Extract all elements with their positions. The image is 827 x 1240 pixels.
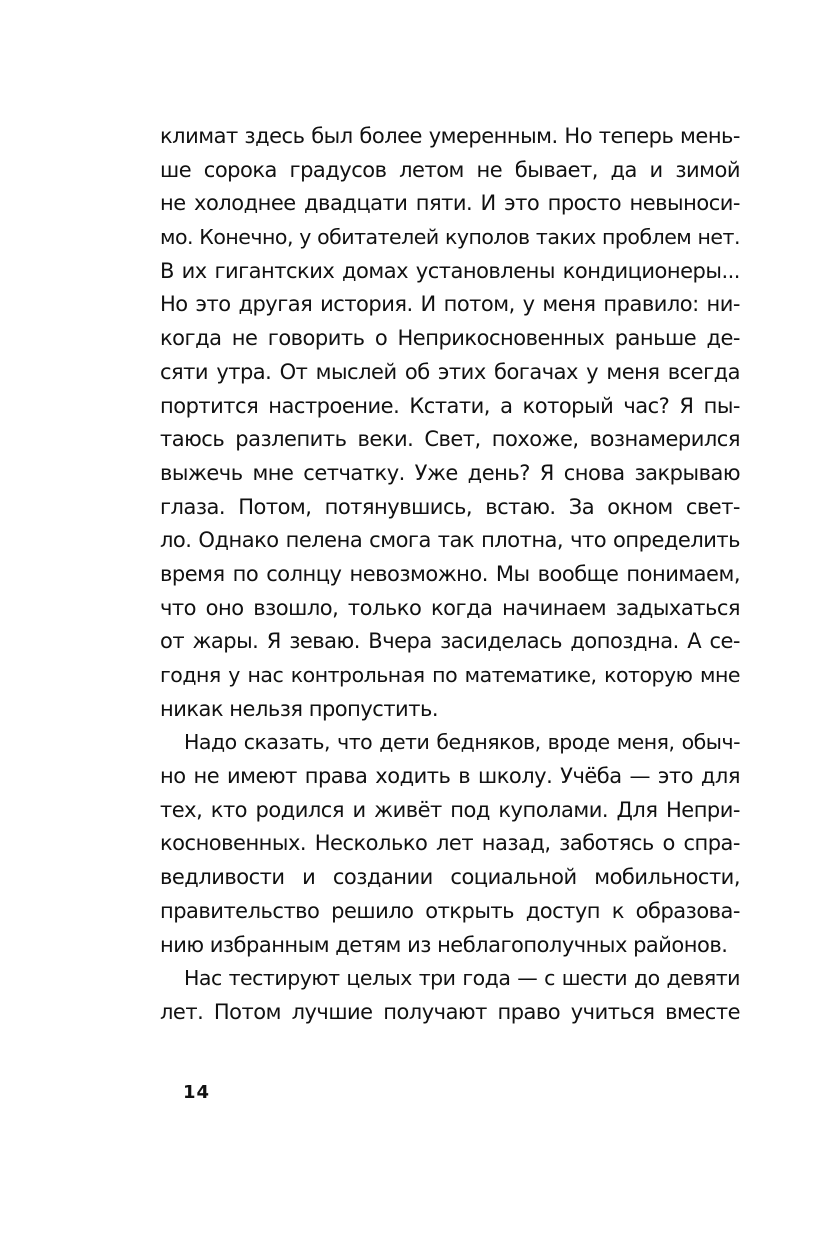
text-line: время по солнцу невозможно. Мы вообще понимаем, — [160, 561, 740, 586]
text-line: что оно взошло, только когда начинаем задыхаться — [160, 595, 740, 620]
text-line: от жары. Я зеваю. Вчера засиделась допоздна. А се- — [160, 629, 740, 654]
text-line: климат здесь был более умеренным. Но теперь мень- — [160, 124, 740, 148]
body-text — [160, 120, 740, 1030]
text-line: но не имеют права ходить в школу. Учёба — это для — [160, 764, 740, 789]
text-line: В их гигантских домах установлены кондиционеры... — [160, 258, 740, 283]
text-line: не холоднее двадцати пяти. И это просто невыноси- — [160, 191, 740, 216]
text-line: косновенных. Несколько лет назад, заботясь о спра- — [160, 831, 740, 856]
text-line: лет. Потом лучшие получают право учиться вместе — [160, 999, 740, 1024]
text-line: мо. Конечно, у обитателей куполов таких проблем нет. — [160, 225, 740, 250]
text-line: ведливости и создании социальной мобильности, — [160, 865, 740, 890]
text-line: никак нельзя пропустить. — [160, 696, 438, 721]
text-line: портится настроение. Кстати, а который час? Я пы- — [160, 393, 740, 418]
text-line: ше сорока градусов летом не бывает, да и зимой — [160, 157, 740, 182]
text-line: сяти утра. От мыслей об этих богачах у меня всегда — [160, 359, 740, 384]
text-line: правительство решило открыть доступ к образова- — [160, 898, 740, 923]
page-number: 14 — [183, 1082, 211, 1103]
text-line: нию избранным детям из неблагополучных районов. — [160, 932, 728, 957]
text-line: тех, кто родился и живёт под куполами. Для Непри- — [160, 797, 740, 822]
text-line: когда не говорить о Неприкосновенных раньше де- — [160, 326, 740, 351]
text-line: годня у нас контрольная по математике, которую мне — [160, 663, 740, 687]
text-line: Нас тестируют целых три года — с шести до девяти — [184, 966, 740, 991]
text-line: таюсь разлепить веки. Свет, похоже, вознамерился — [160, 427, 740, 452]
text-line: Но это другая история. И потом, у меня правило: ни- — [160, 292, 740, 317]
text-line: Надо сказать, что дети бедняков, вроде меня, обыч- — [184, 730, 740, 755]
text-line: выжечь мне сетчатку. Уже день? Я снова закрываю — [160, 460, 740, 485]
text-line: глаза. Потом, потянувшись, встаю. За окном свет- — [160, 494, 740, 519]
text-line: ло. Однако пелена смога так плотна, что определить — [160, 528, 740, 553]
